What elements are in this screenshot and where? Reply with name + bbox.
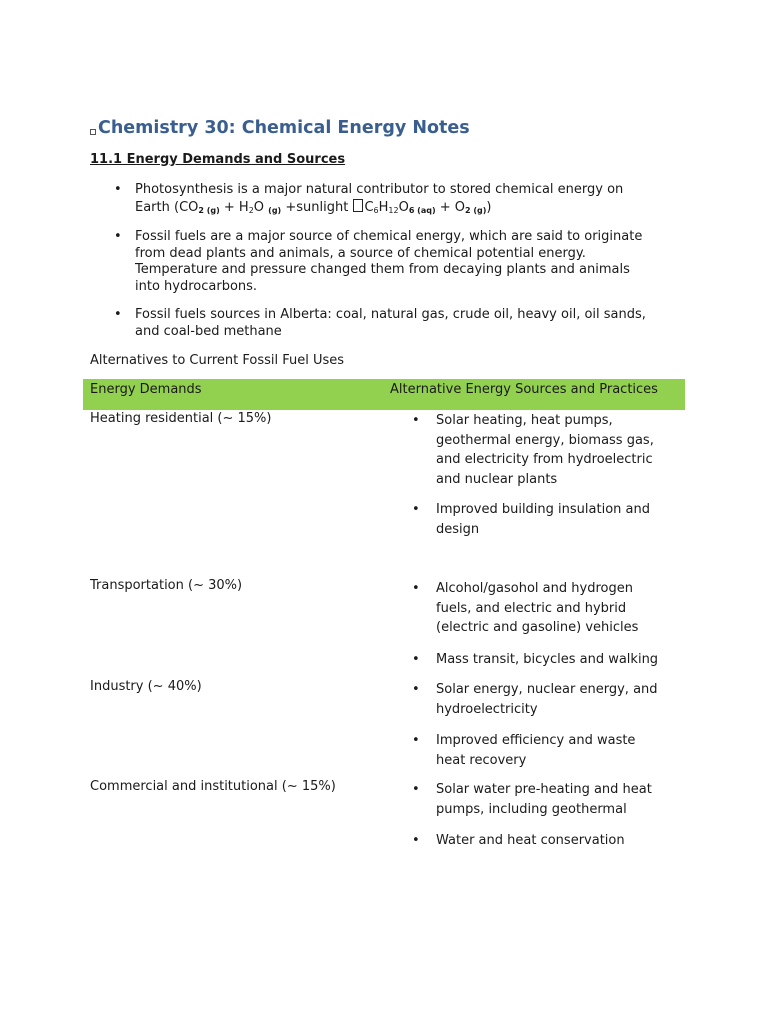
list-item-line: Alcohol/gasohol and hydrogen — [436, 581, 633, 596]
list-item-text — [436, 731, 696, 770]
equation-subscript: 2 — [248, 205, 254, 215]
list-item-line: Improved building insulation and — [436, 502, 650, 517]
list-item-line: Solar heating, heat pumps, — [436, 413, 613, 428]
list-item-line: design — [436, 521, 480, 537]
list-item-line: Improved efficiency and waste — [436, 733, 636, 748]
list-item-line: into hydrocarbons. — [135, 278, 258, 294]
list-item-line: (electric and gasoline) vehicles — [436, 620, 639, 635]
equation-part: + O — [435, 199, 466, 215]
equation-subscript: 6 (aq) — [408, 205, 436, 215]
bullet-icon: • — [114, 182, 122, 197]
list-item-line: from dead plants and animals, a source of chemical potential energy. — [135, 245, 586, 261]
equation-subscript: (g) — [268, 205, 282, 215]
list-item-line: Water and heat conservation — [436, 833, 625, 848]
table-header-row — [83, 379, 685, 410]
list-item-text — [135, 182, 675, 219]
equation-part: +sunlight — [281, 199, 353, 215]
section-heading: 11.1 Energy Demands and Sources — [90, 152, 346, 167]
equation-part: ) — [486, 199, 492, 215]
equation-part: O — [253, 199, 269, 215]
bullet-icon: • — [412, 733, 420, 748]
list-item-line: Fossil fuels are a major source of chemical energy, which are said to originate — [135, 229, 643, 244]
list-item-text — [436, 650, 696, 670]
equation-part: Earth (CO — [135, 199, 199, 215]
list-item-text — [135, 307, 675, 340]
equation-part: + H — [219, 199, 249, 215]
bullet-icon: • — [412, 833, 420, 848]
list-item-line: pumps, including geothermal — [436, 801, 627, 817]
list-item-line: Fossil fuels sources in Alberta: coal, natural gas, crude oil, heavy oil, oil sands, — [135, 307, 646, 322]
document-title — [90, 118, 470, 138]
bullet-icon: • — [412, 682, 420, 697]
list-item-line: Temperature and pressure changed them from decaying plants and animals — [135, 262, 630, 277]
list-item-line: Solar water pre-heating and heat — [436, 782, 652, 797]
table-header-alternatives: Alternative Energy Sources and Practices — [390, 382, 658, 397]
bullet-icon: • — [412, 581, 420, 596]
photosynthesis-equation — [135, 199, 675, 220]
list-item-line: hydroelectricity — [436, 701, 538, 717]
document-title-text: Chemistry 30: Chemical Energy Notes — [98, 118, 470, 138]
table-header-energy-demands: Energy Demands — [90, 382, 202, 397]
list-item-line: Solar energy, nuclear energy, and — [436, 682, 658, 697]
equation-subscript: 6 — [373, 205, 379, 215]
list-item-line: geothermal energy, biomass gas, — [436, 432, 654, 448]
list-item-text — [436, 411, 696, 489]
list-item-line: and electricity from hydroelectric — [436, 452, 653, 467]
equation-part: O — [398, 199, 409, 215]
equation-subscript: 2 (g) — [198, 205, 220, 215]
paragraph-marker-icon — [90, 129, 96, 135]
list-item-text — [436, 579, 696, 638]
list-item-line: and coal-bed methane — [135, 323, 282, 339]
table-row-demand: Transportation (~ 30%) — [90, 578, 243, 593]
bullet-icon: • — [412, 502, 420, 517]
equation-subscript: 2 (g) — [465, 205, 487, 215]
list-item-text — [135, 229, 675, 295]
table-heading: Alternatives to Current Fossil Fuel Uses — [90, 353, 345, 368]
list-item-text — [436, 780, 696, 819]
table-row-demand: Industry (~ 40%) — [90, 679, 202, 694]
equation-part: H — [378, 199, 389, 215]
bullet-icon: • — [114, 229, 122, 244]
table-row-demand: Commercial and institutional (~ 15%) — [90, 779, 336, 794]
bullet-icon: • — [412, 652, 420, 667]
missing-arrow-glyph-icon — [353, 199, 363, 212]
list-item-text — [436, 831, 696, 851]
list-item-line: heat recovery — [436, 752, 527, 768]
list-item-line: Mass transit, bicycles and walking — [436, 652, 659, 667]
bullet-icon: • — [412, 413, 420, 428]
table-row-demand: Heating residential (~ 15%) — [90, 411, 272, 426]
equation-subscript: 12 — [388, 205, 399, 215]
bullet-icon: • — [114, 307, 122, 322]
list-item-line: fuels, and electric and hybrid — [436, 600, 627, 616]
list-item-text — [436, 680, 696, 719]
bullet-icon: • — [412, 782, 420, 797]
list-item-text — [436, 500, 696, 539]
list-item-line: and nuclear plants — [436, 471, 558, 487]
list-item-line: Photosynthesis is a major natural contributor to stored chemical energy on — [135, 182, 624, 197]
equation-part: C — [364, 199, 374, 215]
